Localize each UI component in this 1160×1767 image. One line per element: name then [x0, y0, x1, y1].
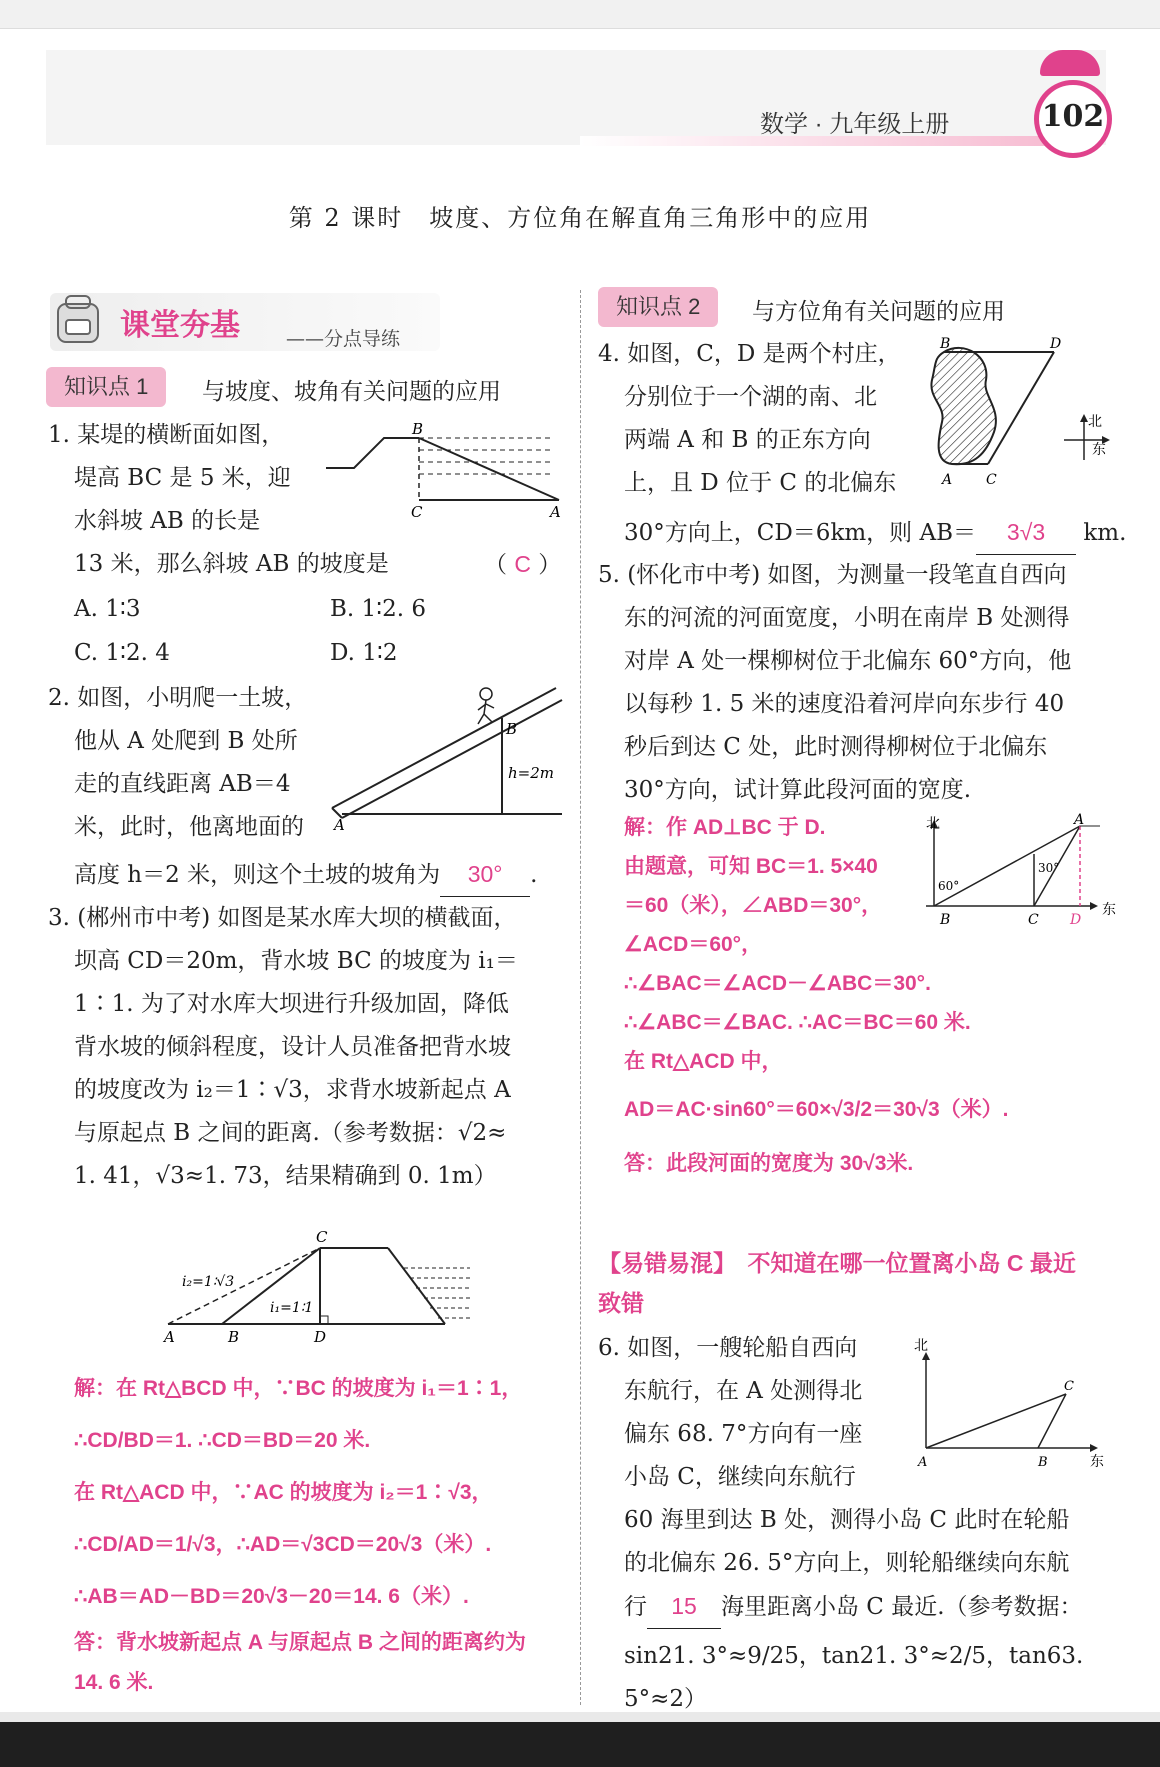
q2-fig-label-a: A	[334, 816, 345, 834]
q5-fig-label-east: 东	[1102, 902, 1116, 918]
q3-solution: 解：在 Rt△BCD 中，∵BC 的坡度为 i₁＝1∶1， ∴CD/BD＝1. ∴CD＝BD＝20 米. 在 Rt△ACD 中，∵AC 的坡度为 i₂＝1∶√3， ∴CD/AD＝1/√3，∴AD＝√3CD＝20√3（米）. ∴AB＝AD－BD＝20√3－20＝14. 6（米）. 答：背水坡新起点 A 与原起点 B 之间的距离约为 14. 6 米.	[74, 1377, 526, 1694]
q1-figure	[324, 418, 564, 520]
q5-solution-top: 解：作 AD⊥BC 于 D. 由题意，可知 BC＝1. 5×40 ＝60（米），∠ABD＝30°， ∠ACD＝60°，	[624, 816, 883, 956]
q5-solution-bottom: ∴∠BAC＝∠ACD－∠ABC＝30°. ∴∠ABC＝∠BAC. ∴AC＝BC＝60 米. 在 Rt△ACD 中， AD＝AC·sin60°＝60×√3/2＝30√3（米）. 答：此段河面的宽度为 30√3米.	[624, 972, 1009, 1175]
page-number: 102	[1034, 80, 1112, 158]
q5-fig-label-60: 60°	[938, 879, 960, 893]
q6-fig-label-b: B	[1038, 1455, 1048, 1470]
q1-fig-label-a: A	[550, 503, 561, 521]
q3-text: 3. (郴州市中考) 如图是某水库大坝的横截面， 坝高 CD＝20m，背水坡 BC 的坡度为 i₁＝ 1∶1. 为了对水库大坝进行升级加固，降低 背水坡的倾斜程度，设计人员准备把背水坡 的坡度改为 i₂＝1∶√3，求背水坡新起点 A 与原起点 B 之间的距离.（参考数据：√2≈ 1. 41，√3≈1. 73，结果精确到 0. 1m）	[48, 905, 518, 1189]
q4-answer: 3√3	[976, 511, 1076, 555]
q2-fig-label-h: h=2m	[508, 764, 554, 782]
q6-fig-label-a: A	[918, 1455, 928, 1470]
q3-fig-label-c: C	[316, 1228, 328, 1246]
q2-figure	[330, 680, 566, 834]
q1-option-b: B. 1∶2. 6	[330, 596, 427, 622]
knowledge-badge-2: 知识点 2	[598, 287, 718, 327]
q6-fig-label-north: 北	[914, 1338, 928, 1354]
q4-figure	[924, 336, 1114, 488]
q2-answer: 30°	[440, 853, 530, 897]
q1-option-c: C. 1∶2. 4	[74, 640, 170, 666]
q5-fig-label-30: 30°	[1038, 861, 1060, 875]
q3-figure	[160, 1224, 480, 1346]
q4-fig-label-east: 东	[1092, 442, 1106, 458]
q5-fig-label-a: A	[1074, 812, 1085, 828]
q2-text-last: 高度 h＝2 米，则这个土坡的坡角为 30° .	[74, 853, 574, 897]
q5-fig-label-c: C	[1028, 912, 1039, 928]
q5-figure	[922, 812, 1116, 930]
q4-text: 4. 如图，C，D 是两个村庄， 分别位于一个湖的南、北 两端 A 和 B 的正东方向 上，且 D 位于 C 的北偏东	[598, 341, 901, 496]
knowledge-badge-1: 知识点 1	[46, 367, 166, 407]
q6-text-bottom: 60 海里到达 B 处，测得小岛 C 此时在轮船 的北偏东 26. 5°方向上，则轮船继续向东航 行 15 海里距离小岛 C 最近.（参考数据： sin21. 3°≈9/25，tan21. 3°≈2/5，tan63. 5°≈2）	[624, 1507, 1084, 1712]
lesson-title: 第 2 课时 坡度、方位角在解直角三角形中的应用	[288, 204, 872, 232]
bottom-frame	[0, 1722, 1160, 1767]
q2-text: 2. 如图，小明爬一土坡， 他从 A 处爬到 B 处所 走的直线距离 AB＝4 米，此时，他离地面的	[48, 685, 308, 840]
q6-figure	[910, 1336, 1110, 1474]
book-title: 数学 · 九年级上册	[760, 111, 950, 138]
q4-fig-label-c: C	[986, 472, 997, 488]
warning-title: 【易错易混】 不知道在哪一位置离小岛 C 最近 致错	[598, 1250, 1076, 1316]
page-tab-decoration	[1040, 50, 1100, 76]
q6-fig-label-c: C	[1064, 1379, 1074, 1394]
knowledge-title-2: 与方位角有关问题的应用	[752, 298, 1005, 324]
q1-fig-label-c: C	[411, 503, 423, 521]
q3-fig-label-a: A	[164, 1328, 175, 1346]
q1-option-a: A. 1∶3	[74, 596, 141, 622]
q3-fig-label-i1: i₁=1∶1	[270, 1300, 314, 1316]
q2-fig-label-b: B	[506, 720, 518, 738]
q5-fig-label-d: D	[1070, 912, 1082, 928]
q4-text-last: 30°方向上，CD＝6km，则 AB＝ 3√3 km.	[624, 511, 1134, 555]
q1-option-d: D. 1∶2	[330, 640, 398, 666]
q4-fig-label-d: D	[1050, 336, 1062, 352]
banner-subtitle: ——分点导练	[286, 328, 401, 350]
q6-text: 6. 如图，一艘轮船自西向 东航行，在 A 处测得北 偏东 68. 7°方向有一座 小岛 C，继续向东航行	[598, 1335, 863, 1490]
column-divider	[580, 290, 581, 1705]
q3-fig-label-b: B	[228, 1328, 240, 1346]
q5-fig-label-north: 北	[926, 816, 940, 832]
q3-fig-label-d: D	[314, 1328, 327, 1346]
q5-fig-label-b: B	[940, 912, 951, 928]
q1-text: 1. 某堤的横断面如图， 堤高 BC 是 5 米，迎 水斜坡 AB 的长是	[48, 422, 291, 534]
q6-fig-label-east: 东	[1090, 1454, 1104, 1470]
q4-fig-label-a: A	[942, 472, 953, 488]
q4-fig-label-north: 北	[1088, 414, 1102, 430]
q1-text-last: 13 米，那么斜坡 AB 的坡度是 （ C ）	[74, 551, 562, 578]
q1-answer: C	[514, 551, 531, 577]
backpack-icon	[52, 292, 104, 346]
q3-fig-label-i2: i₂=1∶√3	[182, 1274, 235, 1290]
banner-title: 课堂夯基	[120, 309, 240, 342]
q1-fig-label-b: B	[412, 420, 424, 438]
top-frame	[0, 0, 1160, 29]
knowledge-title-1: 与坡度、坡角有关问题的应用	[202, 378, 501, 404]
q5-text: 5. (怀化市中考) 如图，为测量一段笔直自西向 东的河流的河面宽度，小明在南岸 B 处测得 对岸 A 处一棵柳树位于北偏东 60°方向，他 以每秒 1. 5 米的速度沿着河岸向东步行 40 秒后到达 C 处，此时测得柳树位于北偏东 30°方向，试计算此段河面的宽度.	[598, 562, 1072, 803]
q6-answer: 15	[647, 1585, 721, 1629]
q4-fig-label-b: B	[940, 336, 951, 352]
